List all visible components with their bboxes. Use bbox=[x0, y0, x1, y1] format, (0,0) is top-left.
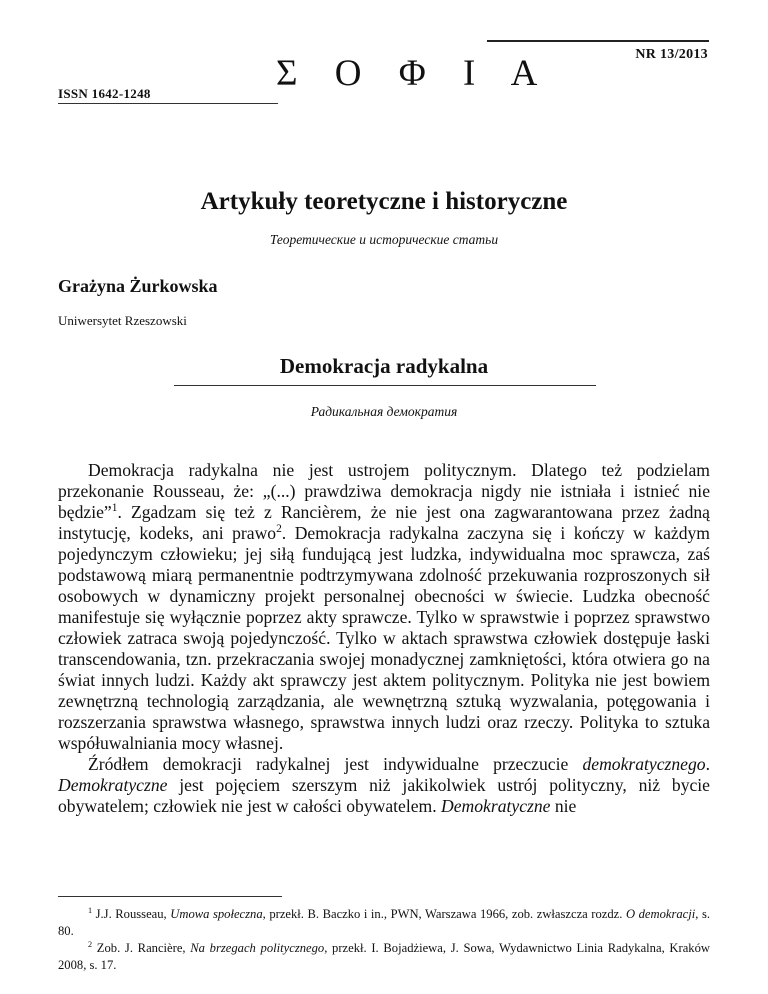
paragraph-2: Źródłem demokracji radykalnej jest indywidualne przeczucie demokratycznego. Demokratyczne jest pojęciem szerszym niż jakikolwiek ustrój polityczny, niż bycie obywatelem; człowiek nie jest w całości obywatelem. Demokratyczne nie bbox=[58, 754, 710, 816]
section-title: Artykuły teoretyczne i historyczne bbox=[200, 188, 568, 215]
title-rule bbox=[174, 385, 596, 386]
footnote-ref-2[interactable]: 2 bbox=[276, 523, 282, 536]
article-body bbox=[58, 460, 710, 817]
footnote-separator bbox=[58, 896, 282, 897]
issue-number: NR 13/2013 bbox=[635, 47, 708, 62]
footnote-ref-1[interactable]: 1 bbox=[111, 502, 118, 515]
journal-title: Σ Ο Φ Ι Α bbox=[276, 53, 552, 94]
footnote-2: $^2$ Zob. J. Rancière, Na brzegach politycznego, przekł. I. Bojadżiewa, J. Sowa, Wydawnictwo Linia Radykalna, Kraków 2008, s. 17. bbox=[58, 939, 710, 972]
issn: ISSN 1642-1248 bbox=[58, 86, 278, 104]
article-title: Demokracja radykalna bbox=[279, 354, 489, 378]
article-subtitle: Радикальная демократия bbox=[310, 404, 458, 419]
author-name: Grażyna Żurkowska bbox=[58, 276, 218, 296]
header-rule bbox=[487, 40, 709, 42]
author-affiliation: Uniwersytet Rzeszowski bbox=[58, 313, 187, 328]
section-subtitle: Теоретические и исторические статьи bbox=[269, 232, 499, 247]
paragraph-1: Demokracja radykalna nie jest ustrojem politycznym. Dlatego też podzielam przekonanie Rousseau, że: „(...) prawdziwa demokracja nigdy nie istniała i istnieć nie będzie”$^1$. Zgadzam się też z Rancièrem, że nie jest ona zagwarantowana przez żadną instytucję, kodeks, ani prawo$^2$. Demokracja radykalna zaczyna się i kończy w każdym pojedynczym człowieku; jej siłą fundującą jest ludzka, indywidualna moc sprawcza, zaś podstawową miarą permanentnie podtrzymywana zdolność przekuwania rozproszonych sił osobowych w dynamiczny projekt personalnej obecności w świecie. Ludzka obecność manifestuje się wyłącznie poprzez akty sprawcze. Tylko w sprawstwie i poprzez sprawstwo człowiek zatraca swoją pojedynczość. Tylko w aktach sprawstwa człowiek dostępuje łaski transcendowania, tzn. przekraczania swojej monadycznej zamkniętości, która otwiera go na świat innych ludzi. Każdy akt sprawczy jest aktem politycznym. Polityka nie jest bowiem zewnętrzną technologią zarządzania, ale wewnętrzną sztuką wyzwalania, potęgowania i rozszerzania sprawstwa własnego, sprawstwa innych ludzi oraz rzeczy. Polityka to sztuka współuwalniania mocy własnej. bbox=[58, 460, 710, 753]
footnote-1: $^1$ J.J. Rousseau, Umowa społeczna, przekł. B. Baczko i in., PWN, Warszawa 1966, zob. zwłaszcza rozdz. O demokracji, s. 80. bbox=[58, 905, 711, 938]
footnotes bbox=[58, 906, 710, 974]
